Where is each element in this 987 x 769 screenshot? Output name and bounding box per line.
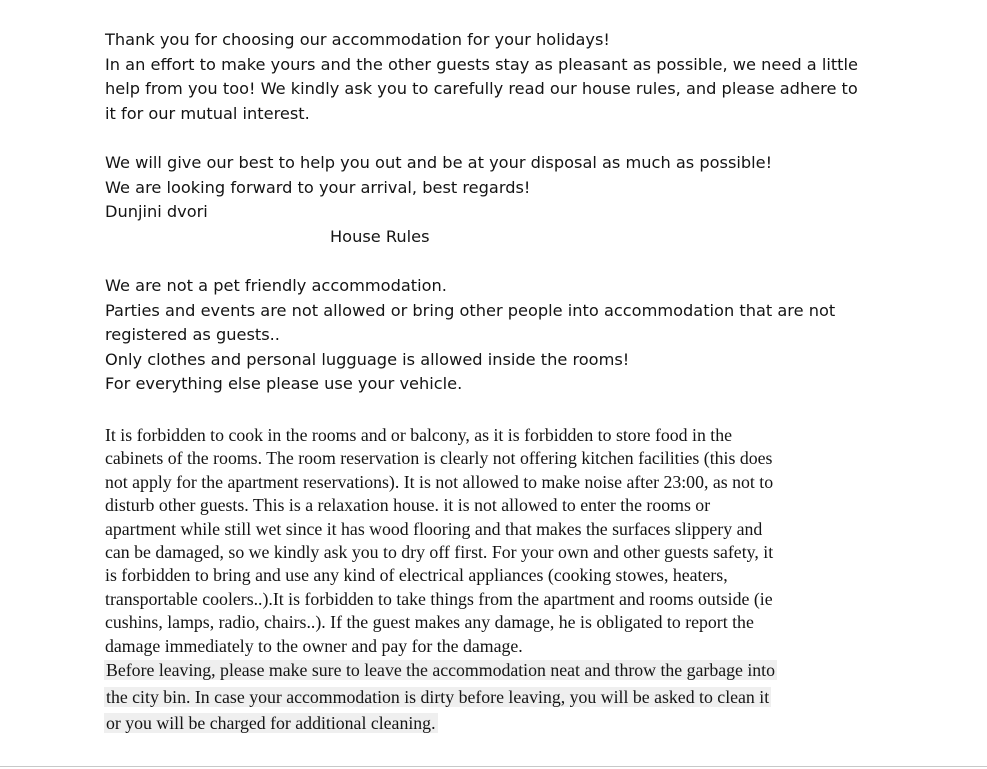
welcome-line: Thank you for choosing our accommodation for your holidays! bbox=[105, 30, 610, 49]
closing-line: We will give our best to help you out and be at your disposal as much as possible! bbox=[105, 153, 773, 172]
forbidden-line: cabinets of the rooms. The room reservation is clearly not offering kitchen facilities (this does bbox=[105, 448, 773, 469]
leaving-line bbox=[104, 657, 874, 684]
forbidden-line: disturb other guests. This is a relaxation house. it is not allowed to enter the rooms or bbox=[105, 495, 711, 516]
welcome-line: it for our mutual interest. bbox=[105, 103, 310, 123]
rule-line: registered as guests.. bbox=[105, 325, 280, 344]
page-bottom-divider bbox=[0, 766, 987, 767]
forbidden-line: can be damaged, so we kindly ask you to dry off first. For your own and other guests safety, it bbox=[105, 542, 774, 563]
rule-line: We are not a pet friendly accommodation. bbox=[105, 276, 447, 295]
welcome-line: In an effort to make yours and the other guests stay as pleasant as possible, we need a little bbox=[105, 54, 858, 74]
rule-line: Parties and events are not allowed or bring other people into accommodation that are not bbox=[105, 300, 836, 320]
rule-line: For everything else please use your vehicle. bbox=[105, 374, 463, 393]
leaving-text: the city bin. In case your accommodation is dirty before leaving, you will be asked to clean it bbox=[106, 686, 770, 707]
welcome-paragraph bbox=[105, 28, 905, 126]
forbidden-paragraph bbox=[105, 424, 885, 658]
rules-paragraph bbox=[105, 274, 905, 397]
leaving-paragraph bbox=[104, 657, 874, 737]
forbidden-line: It is forbidden to cook in the rooms and or balcony, as it is forbidden to store food in the bbox=[105, 425, 732, 445]
signature: Dunjini dvori bbox=[105, 202, 208, 221]
house-rules-heading: House Rules bbox=[330, 227, 430, 246]
welcome-line: help from you too! We kindly ask you to carefully read our house rules, and please adhere to bbox=[105, 79, 858, 98]
forbidden-line: cushins, lamps, radio, chairs..). If the guest makes any damage, he is obligated to report the bbox=[105, 612, 754, 633]
forbidden-line: not apply for the apartment reservations). It is not allowed to make noise after 23:00, as not to bbox=[105, 471, 774, 492]
leaving-text: or you will be charged for additional cleaning. bbox=[106, 713, 436, 733]
forbidden-line: apartment while still wet since it has wood flooring and that makes the surfaces slippery and bbox=[105, 518, 763, 539]
leaving-line bbox=[104, 684, 874, 711]
leaving-text: Before leaving, please make sure to leave the accommodation neat and throw the garbage into bbox=[106, 660, 776, 680]
forbidden-line: transportable coolers..).It is forbidden to take things from the apartment and rooms outside (ie bbox=[105, 588, 773, 609]
leaving-line bbox=[104, 710, 874, 737]
forbidden-line: is forbidden to bring and use any kind of electrical appliances (cooking stowes, heaters, bbox=[105, 565, 728, 586]
closing-paragraph bbox=[105, 151, 905, 225]
closing-line: We are looking forward to your arrival, best regards! bbox=[105, 177, 531, 197]
rule-line: Only clothes and personal lugguage is allowed inside the rooms! bbox=[105, 349, 630, 369]
forbidden-line: damage immediately to the owner and pay for the damage. bbox=[105, 635, 523, 656]
